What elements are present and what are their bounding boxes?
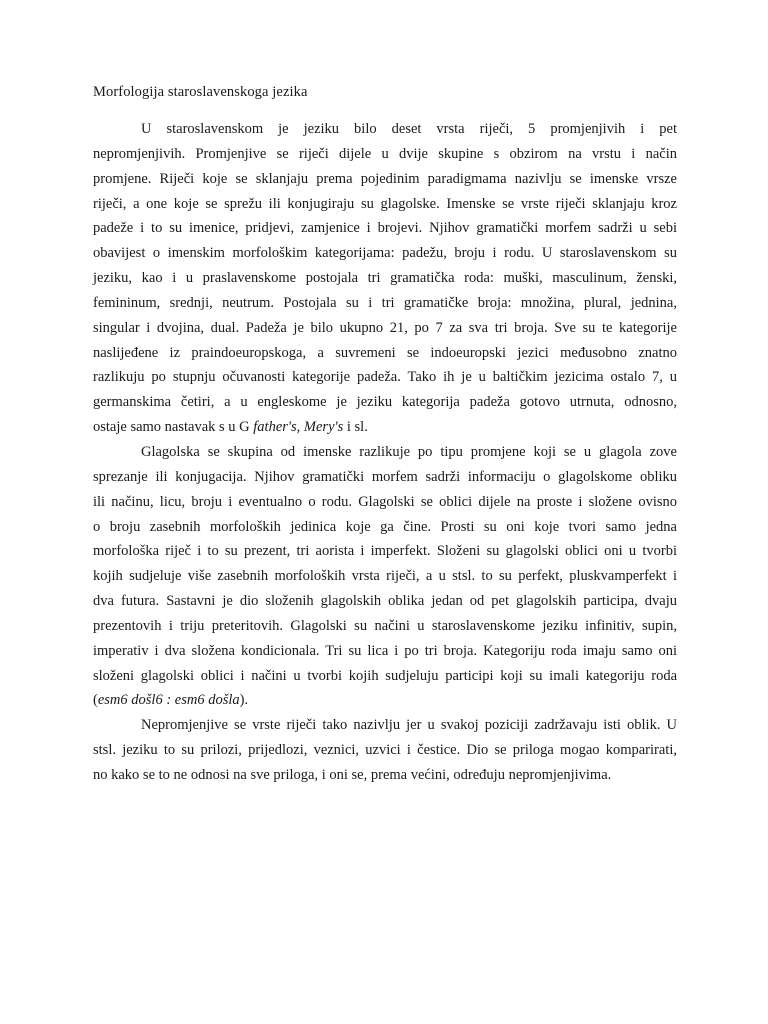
text-run: no kako se to ne odnosi na sve priloga, i oni se, prema većini, određuju nepromjenjivima.	[93, 766, 612, 783]
paragraph-line: prezentovih i triju preteritovih. Glagolski su načini u staroslavenskome jeziku infinitiv, supin,	[93, 617, 677, 634]
paragraph-line: singular i dvojina, dual. Padeža je bilo ukupno 21, po 7 za sva tri broja. Sve su te kategorije	[93, 319, 677, 336]
paragraph-last-line	[93, 688, 677, 713]
paragraph-line: riječi, a one koje se sprežu ili konjugiraju su glagolske. Imenske se vrste riječi sklanjaju kroz	[93, 195, 677, 212]
italic-text-run: esm6 došl6 : esm6 došla	[97, 692, 240, 709]
paragraph-line: sprezanje ili konjugacija. Njihov gramatički morfem sadrži informaciju o glagolskome obliku	[93, 468, 677, 485]
paragraph-3	[93, 713, 677, 788]
paragraph-line: imperativ i dva složena kondicionala. Tri su lica i po tri broja. Kategoriju roda imaju samo oni	[93, 642, 677, 659]
paragraph-line: Nepromjenjive se vrste riječi tako nazivlju jer u svakoj poziciji zadržavaju isti oblik. U	[141, 717, 677, 734]
paragraph-line: promjene. Riječi koje se sklanjaju prema pojedinim paradigmama nazivlju se imenske vrsze	[93, 170, 677, 187]
paragraph-line: obavijest o imenskim morfološkim kategorijama: padežu, broju i rodu. U staroslavenskom su	[93, 245, 677, 262]
paragraph-line: morfološka riječ i to su prezent, tri aorista i imperfekt. Složeni su glagolski oblici oni u tvorbi	[93, 543, 677, 560]
paragraph-line: femininum, srednji, neutrum. Postojala su i tri gramatičke broja: množina, plural, jednina,	[93, 294, 677, 311]
paragraph-line: dva futura. Sastavni je dio složenih glagolskih oblika jedan od pet glagolskih participa, dvaju	[93, 593, 677, 610]
text-run: ).	[239, 692, 249, 709]
paragraph-line: složeni glagolski oblici i načini u tvorbi kojih sudjeluju participi koji su imali kategoriju roda	[93, 667, 677, 684]
text-run: ostaje samo nastavak s u G	[93, 419, 254, 436]
paragraph-line: germanskima četiri, a u engleskome je jeziku kategorija padeža gotovo utrnuta, odnosno,	[93, 394, 677, 411]
text-run: i sl.	[343, 419, 368, 436]
italic-text-run: father's, Mery's	[253, 419, 344, 436]
paragraph-1	[93, 117, 677, 440]
paragraph-line: ili načinu, licu, broju i eventualno o rodu. Glagolski se oblici dijele na proste i složene ovisno	[93, 493, 677, 510]
paragraph-line: U staroslavenskom je jeziku bilo deset vrsta riječi, 5 promjenjivih i pet	[141, 121, 677, 137]
paragraph-2	[93, 440, 677, 713]
paragraph-last-line	[93, 415, 677, 440]
document-title: Morfologija staroslavenskoga jezika	[93, 84, 308, 100]
paragraph-line: naslijeđene iz praindoeuropskoga, a suvremeni se indoeuropski jezici međusobno znatno	[93, 344, 677, 361]
paragraph-line: razlikuju po stupnju očuvanosti kategorije padeža. Tako ih je u baltičkim jezicima ostalo 7, u	[93, 369, 677, 386]
text-run: (	[93, 692, 98, 709]
paragraph-line: padeže i to su imenice, pridjevi, zamjenice i brojevi. Njihov gramatički morfem sadrži u sebi	[93, 220, 677, 237]
paragraph-line: kojih sudjeluje više zasebnih morfoloških vrsta riječi, a u stsl. to su perfekt, pluskvamperfekt i	[93, 568, 677, 585]
paragraph-line: nepromjenjivih. Promjenjive se riječi dijele u dvije skupine s obzirom na vrstu i način	[93, 145, 677, 162]
document-body	[93, 117, 677, 788]
paragraph-line: Glagolska se skupina od imenske razlikuje po tipu promjene koji se u glagola zove	[141, 443, 677, 460]
paragraph-last-line	[93, 763, 677, 788]
paragraph-line: stsl. jeziku to su prilozi, prijedlozi, veznici, uzvici i čestice. Dio se priloga mogao komparirati,	[93, 742, 677, 759]
paragraph-line: jeziku, kao i u praslavenskome postojala tri gramatička roda: muški, masculinum, ženski,	[93, 270, 677, 287]
paragraph-line: o broju zasebnih morfoloških jedinica koje ga čine. Prosti su oni koje tvori samo jedna	[93, 518, 677, 535]
